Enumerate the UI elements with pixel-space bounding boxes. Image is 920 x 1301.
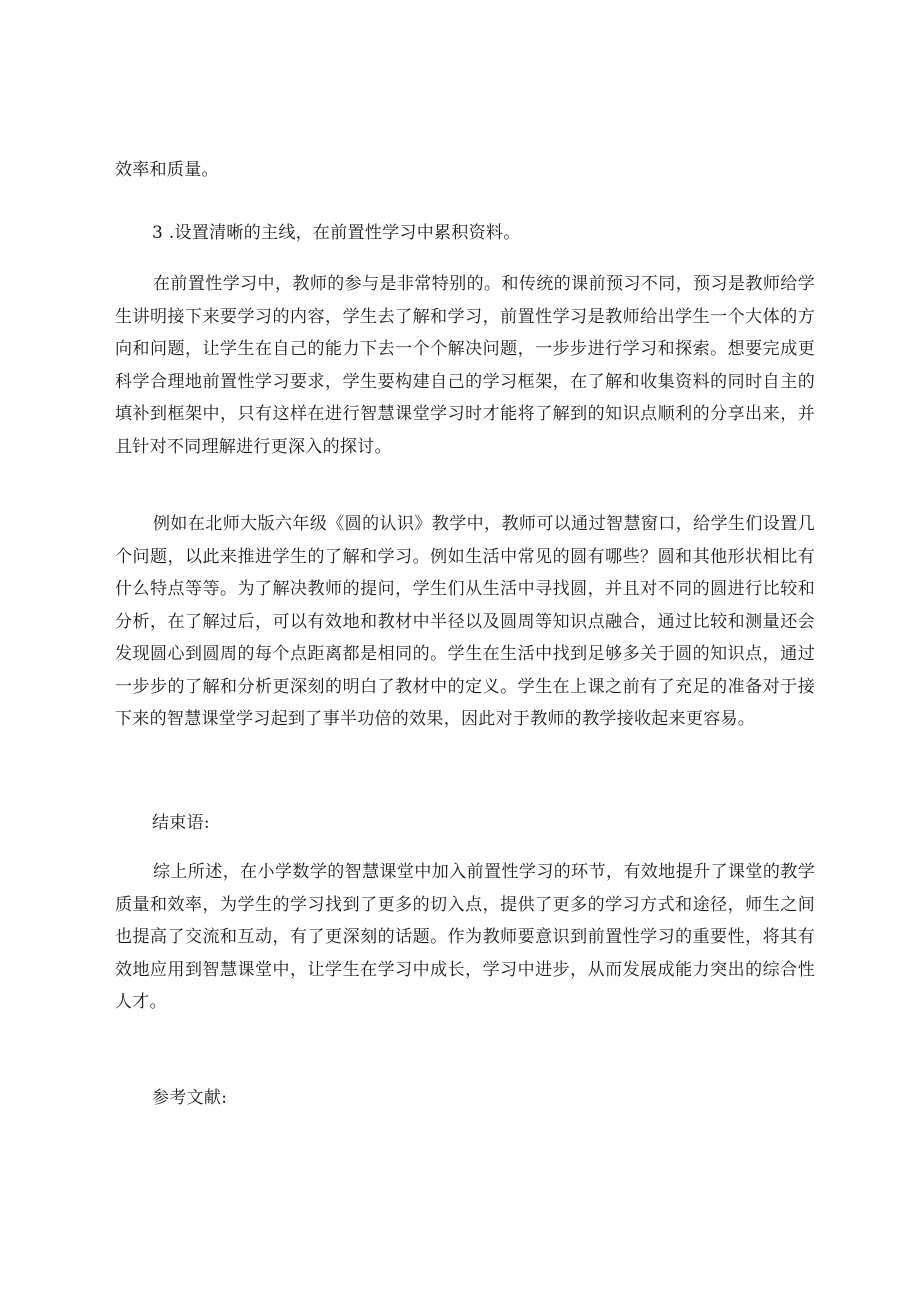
conclusion-paragraph: 综上所述，在小学数学的智慧课堂中加入前置性学习的环节，有效地提升了课堂的教学质量和效率，为学生的学习找到了更多的切入点，提供了更多的学习方式和途径，师生之间也提高了交流和互动，有了更深刻的话题。作为教师要意识到前置性学习的重要性，将其有效地应用到智慧课堂中，让学生在学习中成长，学习中进步，从而发展成能力突出的综合性人才。: [115, 862, 815, 1012]
conclusion-heading: 结束语:: [152, 813, 210, 833]
section-heading: 3 .设置清晰的主线，在前置性学习中累积资料。: [152, 223, 521, 243]
references-heading: 参考文献:: [152, 1088, 228, 1108]
body-paragraph-1: 在前置性学习中，教师的参与是非常特别的。和传统的课前预习不同，预习是教师给学生讲明接下来要学习的内容，学生去了解和学习，前置性学习是教师给出学生一个大体的方向和问题，让学生在自己的能力下去一个个解决问题，一步步进行学习和探索。想要完成更科学合理地前置性学习要求，学生要构建自己的学习框架，在了解和收集资料的同时自主的填补到框架中，只有这样在进行智慧课堂学习时才能将了解到的知识点顺利的分享出来，并且针对不同理解进行更深入的探讨。: [115, 274, 815, 457]
body-paragraph-2: 例如在北师大版六年级《圆的认识》教学中，教师可以通过智慧窗口，给学生们设置几个问题，以此来推进学生的了解和学习。例如生活中常见的圆有哪些？圆和其他形状相比有什么特点等等。为了解决教师的提问，学生们从生活中寻找圆，并且对不同的圆进行比较和分析，在了解过后，可以有效地和教材中半径以及圆周等知识点融合，通过比较和测量还会发现圆心到圆周的每个点距离都是相同的。学生在生活中找到足够多关于圆的知识点，通过一步步的了解和分析更深刻的明白了教材中的定义。学生在上课之前有了充足的准备对于接下来的智慧课堂学习起到了事半功倍的效果，因此对于教师的教学接收起来更容易。: [115, 514, 815, 729]
continuation-line: 效率和质量。: [115, 160, 219, 180]
